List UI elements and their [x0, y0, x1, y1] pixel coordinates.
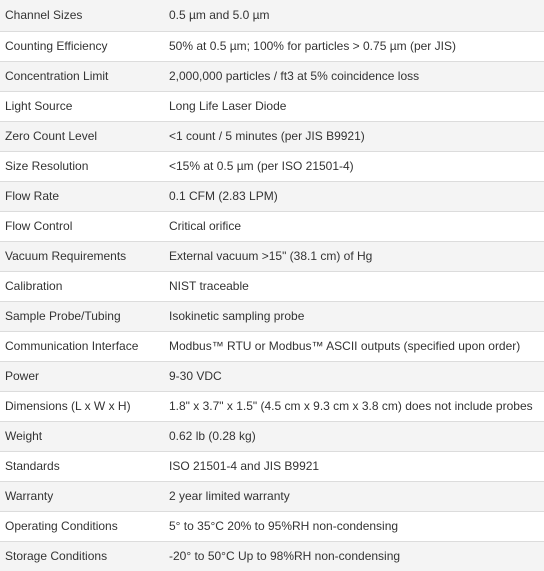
spec-label: Light Source [5, 99, 73, 113]
spec-label: Sample Probe/Tubing [5, 309, 121, 323]
spec-label: Zero Count Level [5, 129, 98, 143]
table-row [0, 301, 544, 331]
spec-label: Weight [5, 429, 43, 443]
spec-value: 2,000,000 particles / ft3 at 5% coincidence loss [169, 69, 420, 83]
spec-value: 2 year limited warranty [169, 489, 290, 503]
spec-value: 50% at 0.5 µm; 100% for particles > 0.75 µm (per JIS) [169, 39, 456, 53]
spec-label: Standards [5, 459, 60, 473]
spec-value: <1 count / 5 minutes (per JIS B9921) [169, 129, 365, 143]
spec-value: Critical orifice [169, 219, 242, 233]
spec-label: Flow Rate [5, 189, 60, 203]
spec-value: 0.1 CFM (2.83 LPM) [169, 189, 278, 203]
spec-label: Communication Interface [5, 339, 139, 353]
spec-value: Isokinetic sampling probe [169, 309, 305, 323]
table-row [0, 91, 544, 121]
spec-value: 9-30 VDC [169, 369, 222, 383]
table-row [0, 421, 544, 451]
table-row [0, 181, 544, 211]
table-row [0, 511, 544, 541]
spec-value: 0.5 µm and 5.0 µm [169, 8, 270, 23]
spec-value: 5° to 35°C 20% to 95%RH non-condensing [169, 519, 399, 533]
spec-value: -20° to 50°C Up to 98%RH non-condensing [169, 549, 401, 564]
table-row [0, 31, 544, 61]
table-row [0, 211, 544, 241]
spec-label: Size Resolution [5, 159, 89, 173]
spec-value: Long Life Laser Diode [169, 99, 287, 113]
table-row [0, 121, 544, 151]
spec-value: NIST traceable [169, 279, 249, 293]
spec-label: Concentration Limit [5, 69, 109, 83]
spec-label: Power [5, 369, 40, 383]
table-row [0, 391, 544, 421]
table-row [0, 331, 544, 361]
table-row [0, 0, 544, 31]
spec-label: Flow Control [5, 219, 73, 233]
spec-value: Modbus™ RTU or Modbus™ ASCII outputs (specified upon order) [169, 339, 521, 353]
table-row [0, 271, 544, 301]
spec-label: Storage Conditions [5, 549, 108, 564]
table-row [0, 61, 544, 91]
spec-value: ISO 21501-4 and JIS B9921 [169, 459, 320, 473]
spec-label: Operating Conditions [5, 519, 118, 533]
spec-value: 0.62 lb (0.28 kg) [169, 429, 256, 443]
spec-value: 1.8" x 3.7" x 1.5" (4.5 cm x 9.3 cm x 3.8 cm) does not include probes [169, 399, 533, 413]
spec-label: Channel Sizes [5, 8, 83, 23]
table-row [0, 151, 544, 181]
spec-label: Dimensions (L x W x H) [5, 399, 131, 413]
spec-label: Warranty [5, 489, 54, 503]
spec-value: <15% at 0.5 µm (per ISO 21501-4) [169, 159, 354, 173]
table-row [0, 241, 544, 271]
spec-label: Calibration [5, 279, 63, 293]
spec-label: Counting Efficiency [5, 39, 108, 53]
table-row [0, 481, 544, 511]
table-row [0, 451, 544, 481]
spec-value: External vacuum >15" (38.1 cm) of Hg [169, 249, 373, 263]
table-row [0, 361, 544, 391]
spec-label: Vacuum Requirements [5, 249, 127, 263]
